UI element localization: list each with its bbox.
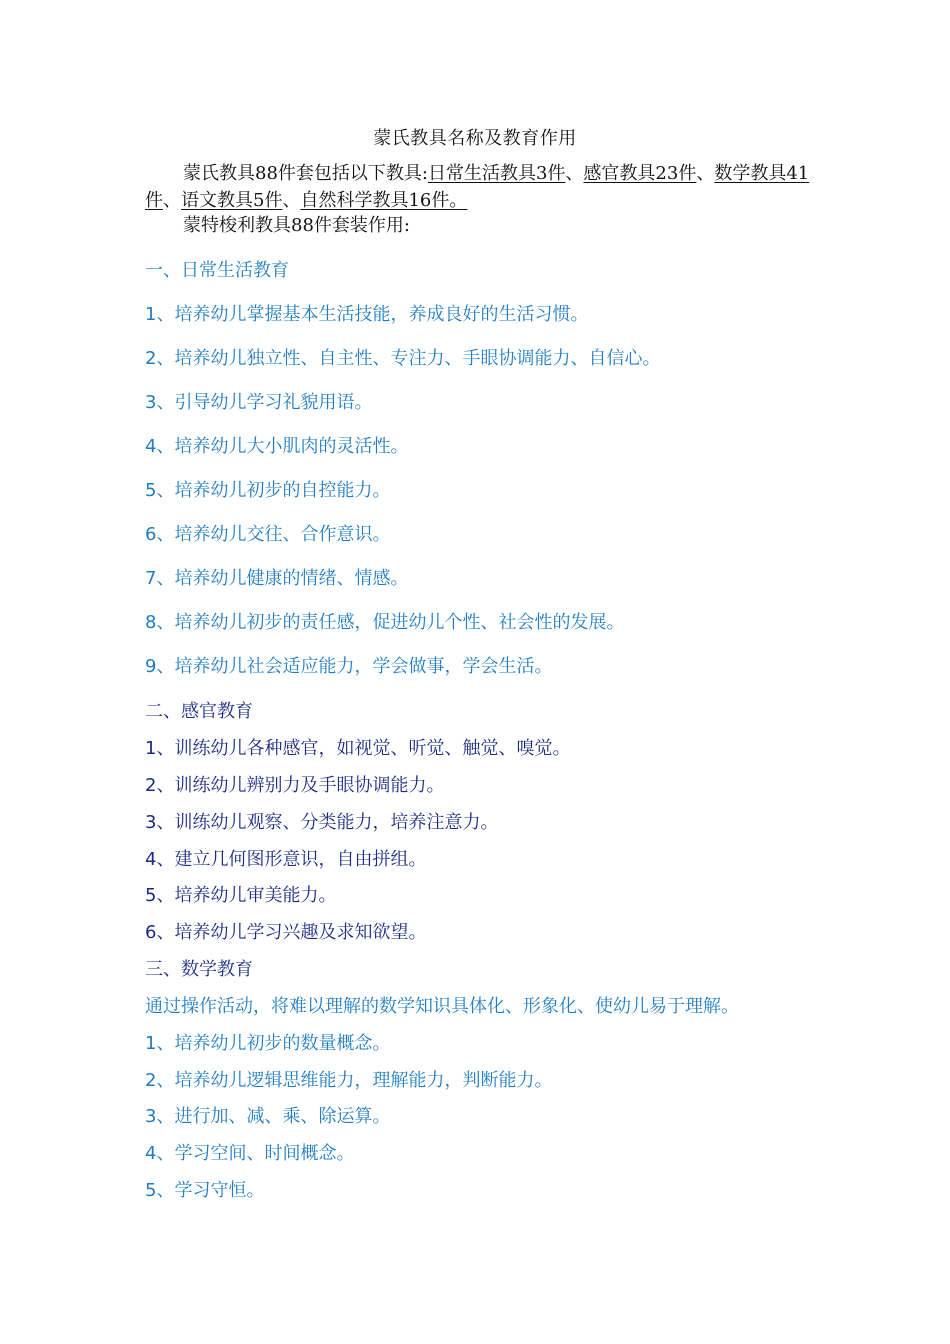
list-item: 5、学习守恒。	[145, 1180, 265, 1201]
intro-item: 日常生活教具3件	[427, 163, 566, 184]
section2-heading: 二、感官教育	[145, 701, 253, 722]
list-item: 1、训练幼儿各种感官，如视觉、听觉、触觉、嗅觉。	[145, 738, 571, 759]
intro-item: 自然科学教具16件。	[300, 190, 468, 211]
section3-heading: 三、数学教育	[145, 959, 253, 980]
list-item: 5、培养幼儿审美能力。	[145, 885, 337, 906]
section1-heading: 一、日常生活教育	[145, 260, 289, 281]
list-item: 9、培养幼儿社会适应能力，学会做事，学会生活。	[145, 656, 553, 677]
list-item: 4、培养幼儿大小肌肉的灵活性。	[145, 436, 409, 457]
list-item: 4、学习空间、时间概念。	[145, 1143, 355, 1164]
list-item: 3、引导幼儿学习礼貌用语。	[145, 392, 373, 413]
intro-item: 感官教具23件	[583, 163, 697, 184]
list-item: 6、培养幼儿学习兴趣及求知欲望。	[145, 922, 427, 943]
list-item: 1、培养幼儿掌握基本生活技能，养成良好的生活习惯。	[145, 304, 589, 325]
list-item: 2、培养幼儿独立性、自主性、专注力、手眼协调能力、自信心。	[145, 348, 661, 369]
intro-effect-line: 蒙特梭利教具88件套装作用:	[183, 215, 410, 236]
intro-paragraph: 蒙氏教具88件套包括以下教具:日常生活教具3件、感官教具23件、数学教具41件、语文教具5件、自然科学教具16件。	[145, 163, 810, 211]
document-title: 蒙氏教具名称及教育作用	[373, 128, 577, 149]
list-item: 1、培养幼儿初步的数量概念。	[145, 1033, 391, 1054]
section3-intro: 通过操作活动，将难以理解的数学知识具体化、形象化、使幼儿易于理解。	[145, 996, 739, 1017]
list-item: 2、培养幼儿逻辑思维能力，理解能力，判断能力。	[145, 1070, 553, 1091]
list-item: 5、培养幼儿初步的自控能力。	[145, 480, 391, 501]
intro-item: 数学教具41件	[145, 163, 810, 211]
list-item: 7、培养幼儿健康的情绪、情感。	[145, 568, 409, 589]
list-item: 8、培养幼儿初步的责任感，促进幼儿个性、社会性的发展。	[145, 612, 625, 633]
list-item: 3、训练幼儿观察、分类能力，培养注意力。	[145, 812, 499, 833]
intro-item: 语文教具5件	[181, 190, 283, 211]
list-item: 3、进行加、减、乘、除运算。	[145, 1106, 391, 1127]
intro-lead: 蒙氏教具88件套包括以下教具:	[183, 163, 428, 184]
list-item: 2、训练幼儿辨别力及手眼协调能力。	[145, 775, 445, 796]
list-item: 4、建立几何图形意识，自由拼组。	[145, 849, 427, 870]
list-item: 6、培养幼儿交往、合作意识。	[145, 524, 391, 545]
